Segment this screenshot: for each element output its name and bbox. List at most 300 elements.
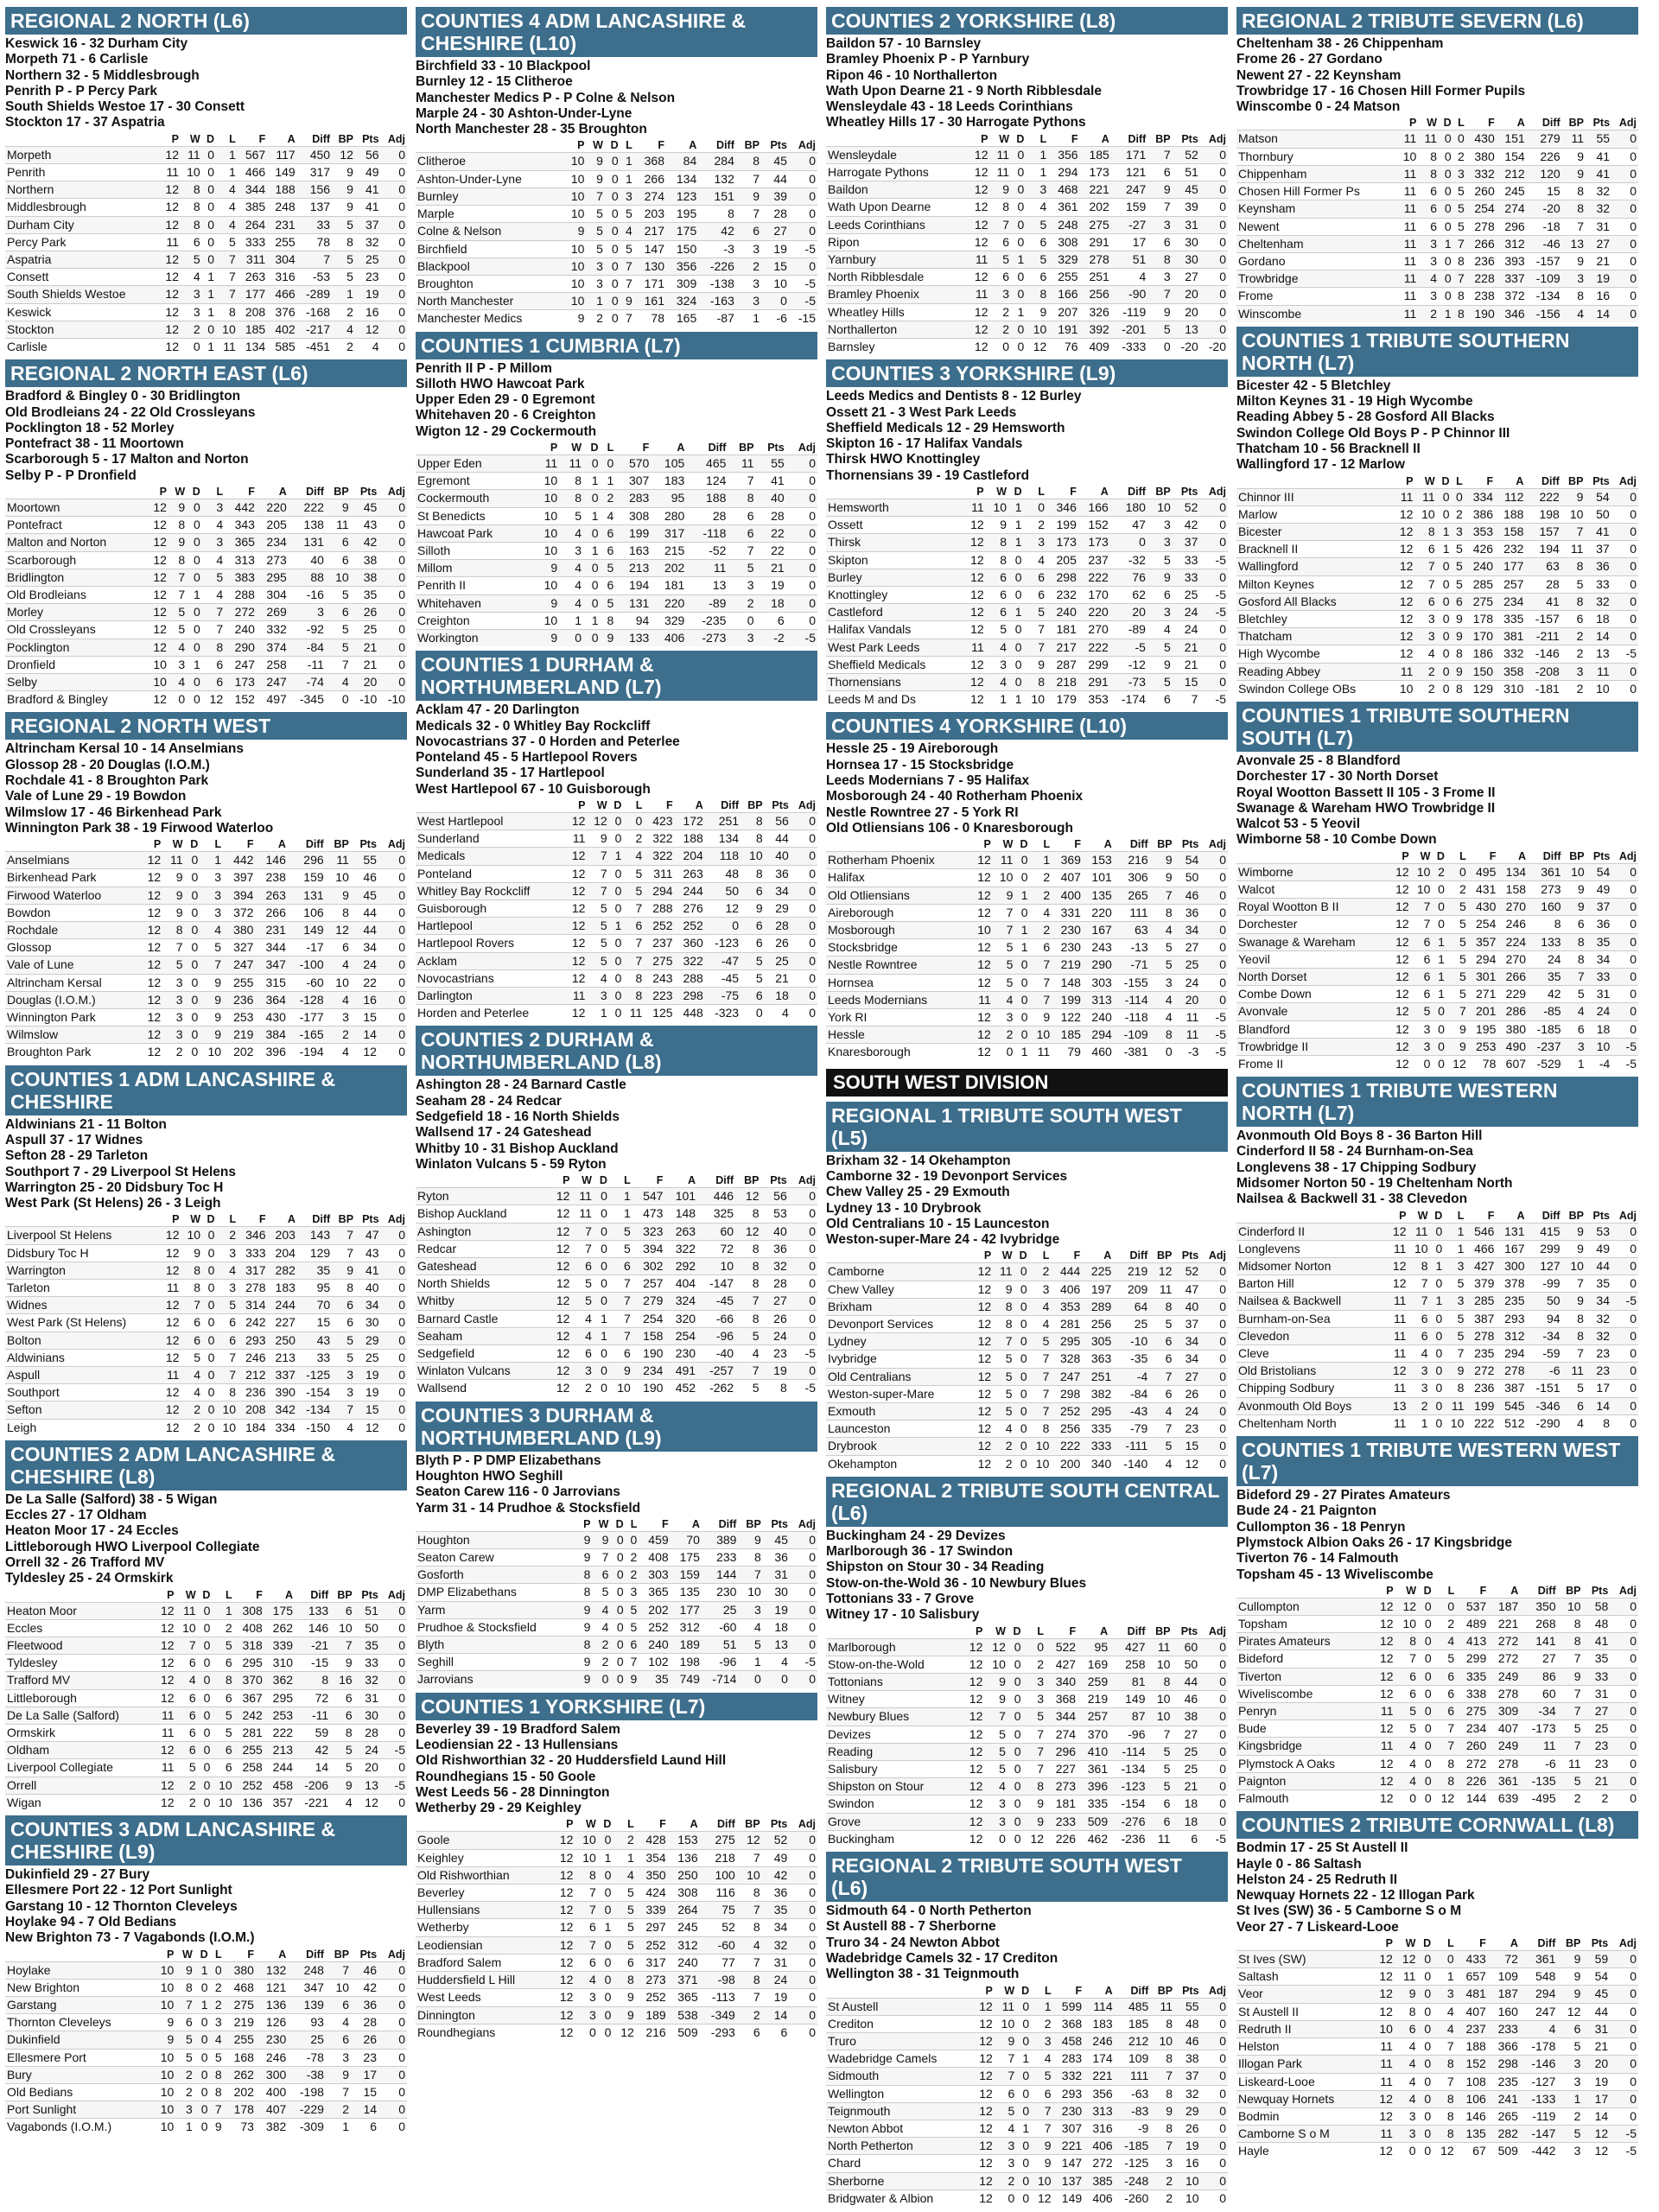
stat-cell: 11 [1381, 1704, 1394, 1719]
team-name: Cleve [1238, 1346, 1269, 1361]
stat-cell: 244 [275, 1298, 296, 1313]
stat-cell: 0 [207, 252, 215, 266]
stat-cell: 23 [1596, 1363, 1610, 1378]
stat-cell: 0 [1219, 887, 1226, 902]
result-line: Wath Upon Dearne 21 - 9 North Ribblesdale [826, 83, 1102, 99]
stat-cell: -173 [1531, 1721, 1556, 1736]
stat-cell: 233 [1497, 2021, 1518, 2036]
stat-cell: 0 [809, 491, 816, 505]
stat-cell: 252 [652, 918, 673, 933]
stat-cell: 12 [160, 1777, 175, 1792]
column-header: Adj [1618, 1937, 1637, 1950]
team-name: Barnsley [828, 340, 875, 354]
stat-cell: 0 [203, 1707, 211, 1722]
table-row [826, 303, 1228, 321]
stat-cell: 55 [1185, 1999, 1199, 2013]
stat-cell: 202 [664, 561, 685, 575]
table-row [1236, 1616, 1638, 1633]
stat-cell: -333 [1122, 340, 1147, 354]
stat-cell: 347 [265, 957, 286, 972]
stat-cell: 7 [630, 1655, 638, 1669]
stat-cell: 271 [1476, 987, 1497, 1001]
stat-cell: 7 [600, 883, 607, 898]
header-row [5, 1948, 407, 1962]
column-header: Diff [717, 1818, 735, 1831]
stat-cell: 365 [234, 535, 255, 550]
stat-cell: 0 [809, 936, 816, 950]
table-row [5, 691, 407, 709]
team-name: Thornbury [1238, 149, 1294, 163]
table-row [826, 551, 1228, 569]
stat-cell: 5 [346, 1332, 354, 1347]
stat-cell: 1 [1022, 2051, 1030, 2066]
stat-cell: 12 [160, 1603, 175, 1618]
team-name: Baildon [828, 182, 868, 197]
stat-cell: 28 [771, 508, 785, 523]
stat-cell: -66 [715, 1311, 734, 1325]
stat-cell: 3 [1421, 1381, 1428, 1395]
stat-cell: 23 [363, 2050, 378, 2064]
stat-cell: 32 [773, 1259, 787, 1274]
stat-cell: 369 [1060, 853, 1081, 868]
stat-cell: 275 [1089, 217, 1109, 232]
table-row [826, 1263, 1228, 1281]
stat-cell: 5 [755, 970, 763, 985]
stat-cell: 0 [1219, 1744, 1226, 1758]
team-name: Bridlington [7, 569, 65, 584]
stat-cell: 389 [716, 1532, 737, 1547]
stat-cell: 12 [1380, 1634, 1394, 1649]
team-name: Launceston [828, 1421, 891, 1436]
stat-cell: -147 [1531, 2126, 1556, 2141]
stat-cell: 0 [1442, 664, 1450, 678]
league-section [1236, 327, 1638, 697]
stat-cell: 0 [614, 883, 622, 898]
column-header: A [287, 132, 296, 145]
stat-cell: 299 [1465, 1651, 1487, 1666]
stat-cell: 5 [346, 270, 353, 284]
stat-cell: 1 [604, 1920, 612, 1935]
stat-cell: 0 [1630, 881, 1637, 896]
column-header: W [172, 838, 183, 851]
stat-cell: 0 [611, 224, 619, 238]
result-line: West Park (St Helens) 26 - 3 Leigh [5, 1196, 221, 1211]
stat-cell: 8 [607, 613, 614, 627]
header-row [416, 798, 817, 813]
team-name: North Petherton [828, 2139, 913, 2153]
stat-cell: 0 [191, 1010, 199, 1025]
stat-cell: 2 [225, 1620, 232, 1635]
league-title: REGIONAL 2 NORTH EAST (L6) [5, 359, 407, 387]
stat-cell: 0 [611, 207, 619, 221]
league-section [5, 1440, 407, 1811]
table-row [416, 223, 817, 240]
stat-cell: 5 [1038, 605, 1045, 620]
stat-cell: 0 [1630, 1986, 1637, 2001]
stat-cell: 251 [1090, 1369, 1112, 1383]
stat-cell: 0 [1442, 506, 1450, 521]
stat-cell: 73 [240, 2120, 254, 2134]
column-header: D [1423, 1584, 1432, 1597]
stat-cell: 6 [345, 1690, 353, 1705]
stat-cell: 8 [752, 1206, 760, 1221]
league-table [826, 1249, 1228, 1471]
column-header: P [981, 132, 988, 145]
stat-cell: 4 [372, 340, 379, 354]
stat-cell: 4 [342, 1045, 349, 1059]
stat-cell: 19 [365, 1368, 379, 1382]
stat-cell: 35 [316, 1262, 331, 1277]
stat-cell: 25 [1184, 1744, 1198, 1758]
result-line: Dukinfield 29 - 27 Bury [5, 1867, 150, 1883]
column-header: F [1069, 1624, 1077, 1637]
result-line: Seaham 28 - 24 Redcar [416, 1093, 562, 1109]
column-header: BP [747, 799, 763, 812]
stat-cell: 248 [303, 1962, 324, 1977]
stat-cell: 12 [147, 1045, 162, 1059]
league-table [826, 1984, 1228, 2207]
stat-cell: 3 [193, 304, 200, 319]
stat-cell: 6 [1044, 2086, 1052, 2101]
stat-cell: 7 [635, 901, 643, 916]
stat-cell: 235 [1497, 2074, 1518, 2088]
stat-cell: -87 [716, 311, 734, 326]
stat-cell: 9 [214, 992, 222, 1007]
stat-cell: 2 [1005, 1456, 1013, 1471]
stat-cell: 216 [645, 2024, 666, 2039]
stat-cell: 339 [272, 1638, 294, 1653]
stat-cell: 6 [753, 224, 760, 238]
stat-cell: 11 [713, 561, 727, 575]
stat-cell: 2 [635, 831, 643, 846]
stat-cell: 257 [1503, 576, 1524, 591]
stat-cell: 10 [992, 1656, 1006, 1671]
team-name: Lydney [828, 1334, 867, 1349]
team-name: Wheatley Hills [828, 304, 905, 319]
stat-cell: 11 [741, 456, 754, 470]
result-line: Wheatley Hills 17 - 30 Harrogate Pythons [826, 115, 1086, 130]
column-header: A [1100, 486, 1109, 498]
stat-cell: 226 [1540, 149, 1560, 163]
team-header [1236, 1936, 1371, 1951]
stat-cell: 76 [1132, 569, 1146, 584]
result-line: Rochdale 41 - 8 Broughton Park [5, 773, 209, 789]
stat-cell: 180 [1125, 500, 1146, 514]
stat-cell: 8 [1457, 253, 1465, 268]
stat-cell: 202 [1089, 200, 1109, 214]
stat-cell: 5 [1044, 2069, 1052, 2083]
stat-cell: -309 [299, 2120, 324, 2134]
team-name: Burnley [417, 188, 459, 203]
team-name: Bodmin [1238, 2108, 1280, 2123]
stat-cell: 7 [1191, 692, 1198, 707]
team-name: St Austell II [1238, 2004, 1300, 2018]
stat-cell: 50 [1596, 506, 1610, 521]
stat-cell: 7 [754, 1567, 761, 1582]
stat-cell: -3 [1187, 1045, 1199, 1059]
stat-cell: -154 [1121, 1796, 1146, 1811]
stat-cell: 13 [1392, 1398, 1407, 1413]
stat-cell: 29 [365, 1332, 379, 1347]
stat-cell: 313 [234, 552, 255, 567]
results-list [1236, 753, 1638, 849]
stat-cell: 1 [214, 853, 222, 868]
stat-cell: 3 [596, 258, 603, 273]
table-row [5, 199, 407, 216]
stat-cell: 220 [266, 500, 287, 514]
stat-cell: 0 [1459, 864, 1466, 879]
stat-cell: 0 [1219, 500, 1226, 514]
team-name: Veor [1238, 1986, 1263, 2001]
stat-cell: 6 [345, 1707, 353, 1722]
stat-cell: 7 [624, 1328, 631, 1343]
stat-cell: 95 [1094, 1639, 1109, 1654]
table-row [5, 2084, 407, 2101]
results-list [416, 361, 817, 440]
stat-cell: 232 [1056, 588, 1077, 602]
stat-cell: 13 [365, 1777, 378, 1792]
stat-cell: 29 [1185, 2103, 1199, 2118]
result-line: Topsham 45 - 13 Wiveliscombe [1236, 1567, 1433, 1582]
stat-cell: 2 [753, 2007, 760, 2022]
stat-cell: 2 [1002, 321, 1010, 336]
stat-cell: 0 [1630, 611, 1637, 626]
stat-cell: 240 [648, 1637, 669, 1652]
stat-cell: 466 [1474, 1241, 1495, 1255]
table-row [826, 691, 1228, 709]
table-row [826, 939, 1228, 957]
stat-cell: 7 [1423, 899, 1431, 914]
stat-cell: 5 [1039, 252, 1047, 266]
table-row [826, 2032, 1228, 2050]
stat-cell: 25 [365, 1350, 379, 1364]
table-row [5, 569, 407, 586]
stat-cell: 427 [1125, 1639, 1146, 1654]
stat-cell: 6 [601, 1567, 609, 1582]
stat-cell: 333 [245, 234, 266, 249]
stat-cell: 387 [1474, 1311, 1495, 1325]
table-header [5, 485, 407, 499]
stat-cell: 298 [1056, 569, 1077, 584]
stat-cell: 6 [1163, 588, 1171, 602]
table-row [1236, 950, 1638, 968]
stat-cell: 12 [165, 1385, 180, 1400]
stat-cell: -185 [1124, 2139, 1149, 2153]
stat-cell: 11 [1422, 489, 1435, 504]
stat-cell: 0 [1435, 1241, 1443, 1255]
stat-cell: 0 [1022, 2190, 1030, 2205]
table-row [1236, 235, 1638, 252]
stat-cell: 361 [1087, 1762, 1109, 1777]
stat-cell: 186 [1472, 646, 1494, 661]
stat-cell: 12 [571, 866, 586, 880]
table-row [826, 1998, 1228, 2015]
stat-cell: 244 [272, 1760, 294, 1775]
team-name: Wallingford [1238, 559, 1299, 574]
stat-cell: -74 [306, 675, 324, 690]
table-row [1236, 1685, 1638, 1702]
stat-cell: 9 [596, 154, 603, 168]
stat-cell: 6 [1000, 569, 1007, 584]
stat-cell: 0 [203, 1743, 211, 1758]
stat-cell: 2 [753, 258, 760, 273]
table-row [416, 560, 817, 577]
stat-cell: -10 [359, 692, 378, 707]
stat-cell: 59 [315, 1726, 329, 1740]
result-line: Medicals 32 - 0 Whitley Bay Rockcliff [416, 718, 651, 734]
stat-cell: 9 [1573, 1669, 1581, 1683]
stat-cell: 0 [1020, 1369, 1027, 1383]
stat-cell: -150 [306, 1420, 331, 1434]
stat-cell: 567 [245, 147, 266, 162]
stat-cell: -323 [715, 1006, 740, 1020]
team-name: Old Bristolians [1238, 1363, 1317, 1378]
stat-cell: 4 [1005, 1421, 1013, 1436]
stat-cell: 2 [1459, 881, 1466, 896]
table-row [826, 2120, 1228, 2138]
stat-cell: 255 [233, 975, 254, 989]
stat-cell: 4 [600, 970, 607, 985]
stat-cell: 1 [200, 1997, 208, 2012]
team-header [1236, 116, 1396, 130]
result-line: Hessle 25 - 19 Aireborough [826, 741, 999, 757]
stat-cell: 236 [1474, 253, 1495, 268]
team-name: Knottingley [828, 588, 888, 602]
stat-cell: -293 [710, 2024, 735, 2039]
stat-cell: 4 [627, 1867, 634, 1882]
stat-cell: 0 [1219, 2033, 1226, 2048]
stat-cell: 234 [643, 1363, 664, 1378]
stat-cell: 178 [1472, 611, 1494, 626]
stat-cell: 12 [1379, 1969, 1393, 1984]
stat-cell: 0 [1020, 1386, 1027, 1401]
stat-cell: 10 [1570, 1259, 1584, 1274]
stat-cell: 5 [625, 241, 632, 256]
stat-cell: -134 [1535, 289, 1560, 303]
stat-cell: 175 [676, 224, 697, 238]
stat-cell: 12 [1380, 1721, 1394, 1736]
team-name: Wilmslow [7, 1027, 59, 1042]
stat-cell: 298 [1497, 2056, 1518, 2071]
team-name: North Manchester [417, 294, 514, 308]
stat-cell: 34 [773, 1920, 788, 1935]
stat-cell: 205 [266, 518, 287, 532]
column-header: A [278, 486, 287, 498]
table-header [416, 1517, 817, 1532]
stat-cell: 11 [223, 340, 236, 354]
stat-cell: 11 [1393, 1311, 1407, 1325]
stat-cell: 0 [398, 675, 405, 690]
team-name: York RI [828, 1010, 868, 1025]
stat-cell: 4 [228, 217, 236, 232]
stat-cell: 11 [1159, 1281, 1173, 1296]
stat-cell: 44 [1596, 1259, 1610, 1274]
stat-cell: 101 [1091, 870, 1112, 885]
stat-cell: 1 [186, 2120, 193, 2134]
stat-cell: 292 [675, 1259, 696, 1274]
table-row [826, 887, 1228, 904]
column-header: Diff [721, 799, 740, 812]
team-name: Trowbridge II [1238, 1039, 1309, 1053]
team-name: Gosforth [417, 1567, 464, 1582]
stat-cell: 230 [265, 2032, 287, 2047]
stat-cell: 282 [1497, 2126, 1518, 2141]
stat-cell: 3 [1430, 289, 1438, 303]
stat-cell: 256 [1059, 1421, 1081, 1436]
stat-cell: 0 [1424, 1986, 1432, 2001]
column-header: BP [744, 139, 760, 152]
stat-cell: 285 [1472, 576, 1494, 591]
stat-cell: -85 [1543, 1004, 1561, 1019]
stat-cell: 8 [1446, 2091, 1454, 2106]
stat-cell: 215 [664, 543, 685, 558]
stat-cell: -34 [1538, 1704, 1556, 1719]
stat-cell: 8 [194, 1281, 201, 1295]
stat-cell: 53 [1596, 1224, 1610, 1238]
stat-cell: 2 [342, 1027, 349, 1042]
league-title: REGIONAL 2 NORTH WEST [5, 712, 407, 740]
stat-cell: 5 [1006, 975, 1014, 989]
stat-cell: 6 [1165, 1386, 1173, 1401]
stat-cell: 522 [1055, 1639, 1077, 1654]
stat-cell: 32 [365, 1673, 378, 1688]
team-name: Old Bedians [7, 2085, 73, 2099]
stat-cell: 278 [1497, 1686, 1519, 1700]
stat-cell: 22 [771, 543, 785, 558]
stat-cell: 0 [604, 1833, 612, 1847]
team-name: Anselmians [7, 853, 70, 868]
stat-cell: 0 [809, 1311, 816, 1325]
stat-cell: 4 [1007, 2121, 1015, 2135]
stat-cell: 6 [1039, 234, 1047, 249]
stat-cell: 56 [773, 1189, 787, 1204]
stat-cell: 109 [1497, 1969, 1518, 1984]
results-list [416, 1077, 817, 1173]
stat-cell: 343 [234, 518, 255, 532]
stat-cell: 39 [773, 188, 787, 203]
stat-cell: 12 [209, 692, 224, 707]
stat-cell: 4 [1408, 2074, 1416, 2088]
stat-cell: 129 [309, 1245, 331, 1260]
stat-cell: 16 [365, 304, 379, 319]
column-header: A [1104, 1984, 1113, 1997]
stat-cell: 30 [365, 1315, 379, 1330]
stat-cell: 0 [1630, 1599, 1637, 1613]
stat-cell: 129 [1472, 681, 1494, 696]
stat-cell: 11 [169, 853, 183, 868]
stat-cell: -99 [1542, 1276, 1560, 1291]
column-header: L [1458, 117, 1465, 130]
stat-cell: 3 [747, 631, 754, 645]
column-header: Pts [1182, 1984, 1199, 1997]
stat-cell: 12 [747, 1833, 760, 1847]
stat-cell: 141 [1535, 1634, 1556, 1649]
stat-cell: 393 [1504, 253, 1525, 268]
stat-cell: 20 [365, 1760, 378, 1775]
table-row [5, 1961, 407, 1979]
stat-cell: 1 [207, 304, 215, 319]
stat-cell: 7 [1165, 887, 1173, 902]
stat-cell: 0 [1020, 1456, 1027, 1471]
stat-cell: 365 [677, 1990, 698, 2005]
table-row [826, 2015, 1228, 2032]
stat-cell: 0 [611, 258, 619, 273]
column-header: W [1417, 1209, 1428, 1222]
stat-cell: 2 [1166, 2173, 1173, 2188]
stat-cell: 3 [1408, 2108, 1416, 2123]
stat-cell: 0 [398, 1707, 405, 1722]
stat-cell: 9 [1459, 1021, 1466, 1036]
